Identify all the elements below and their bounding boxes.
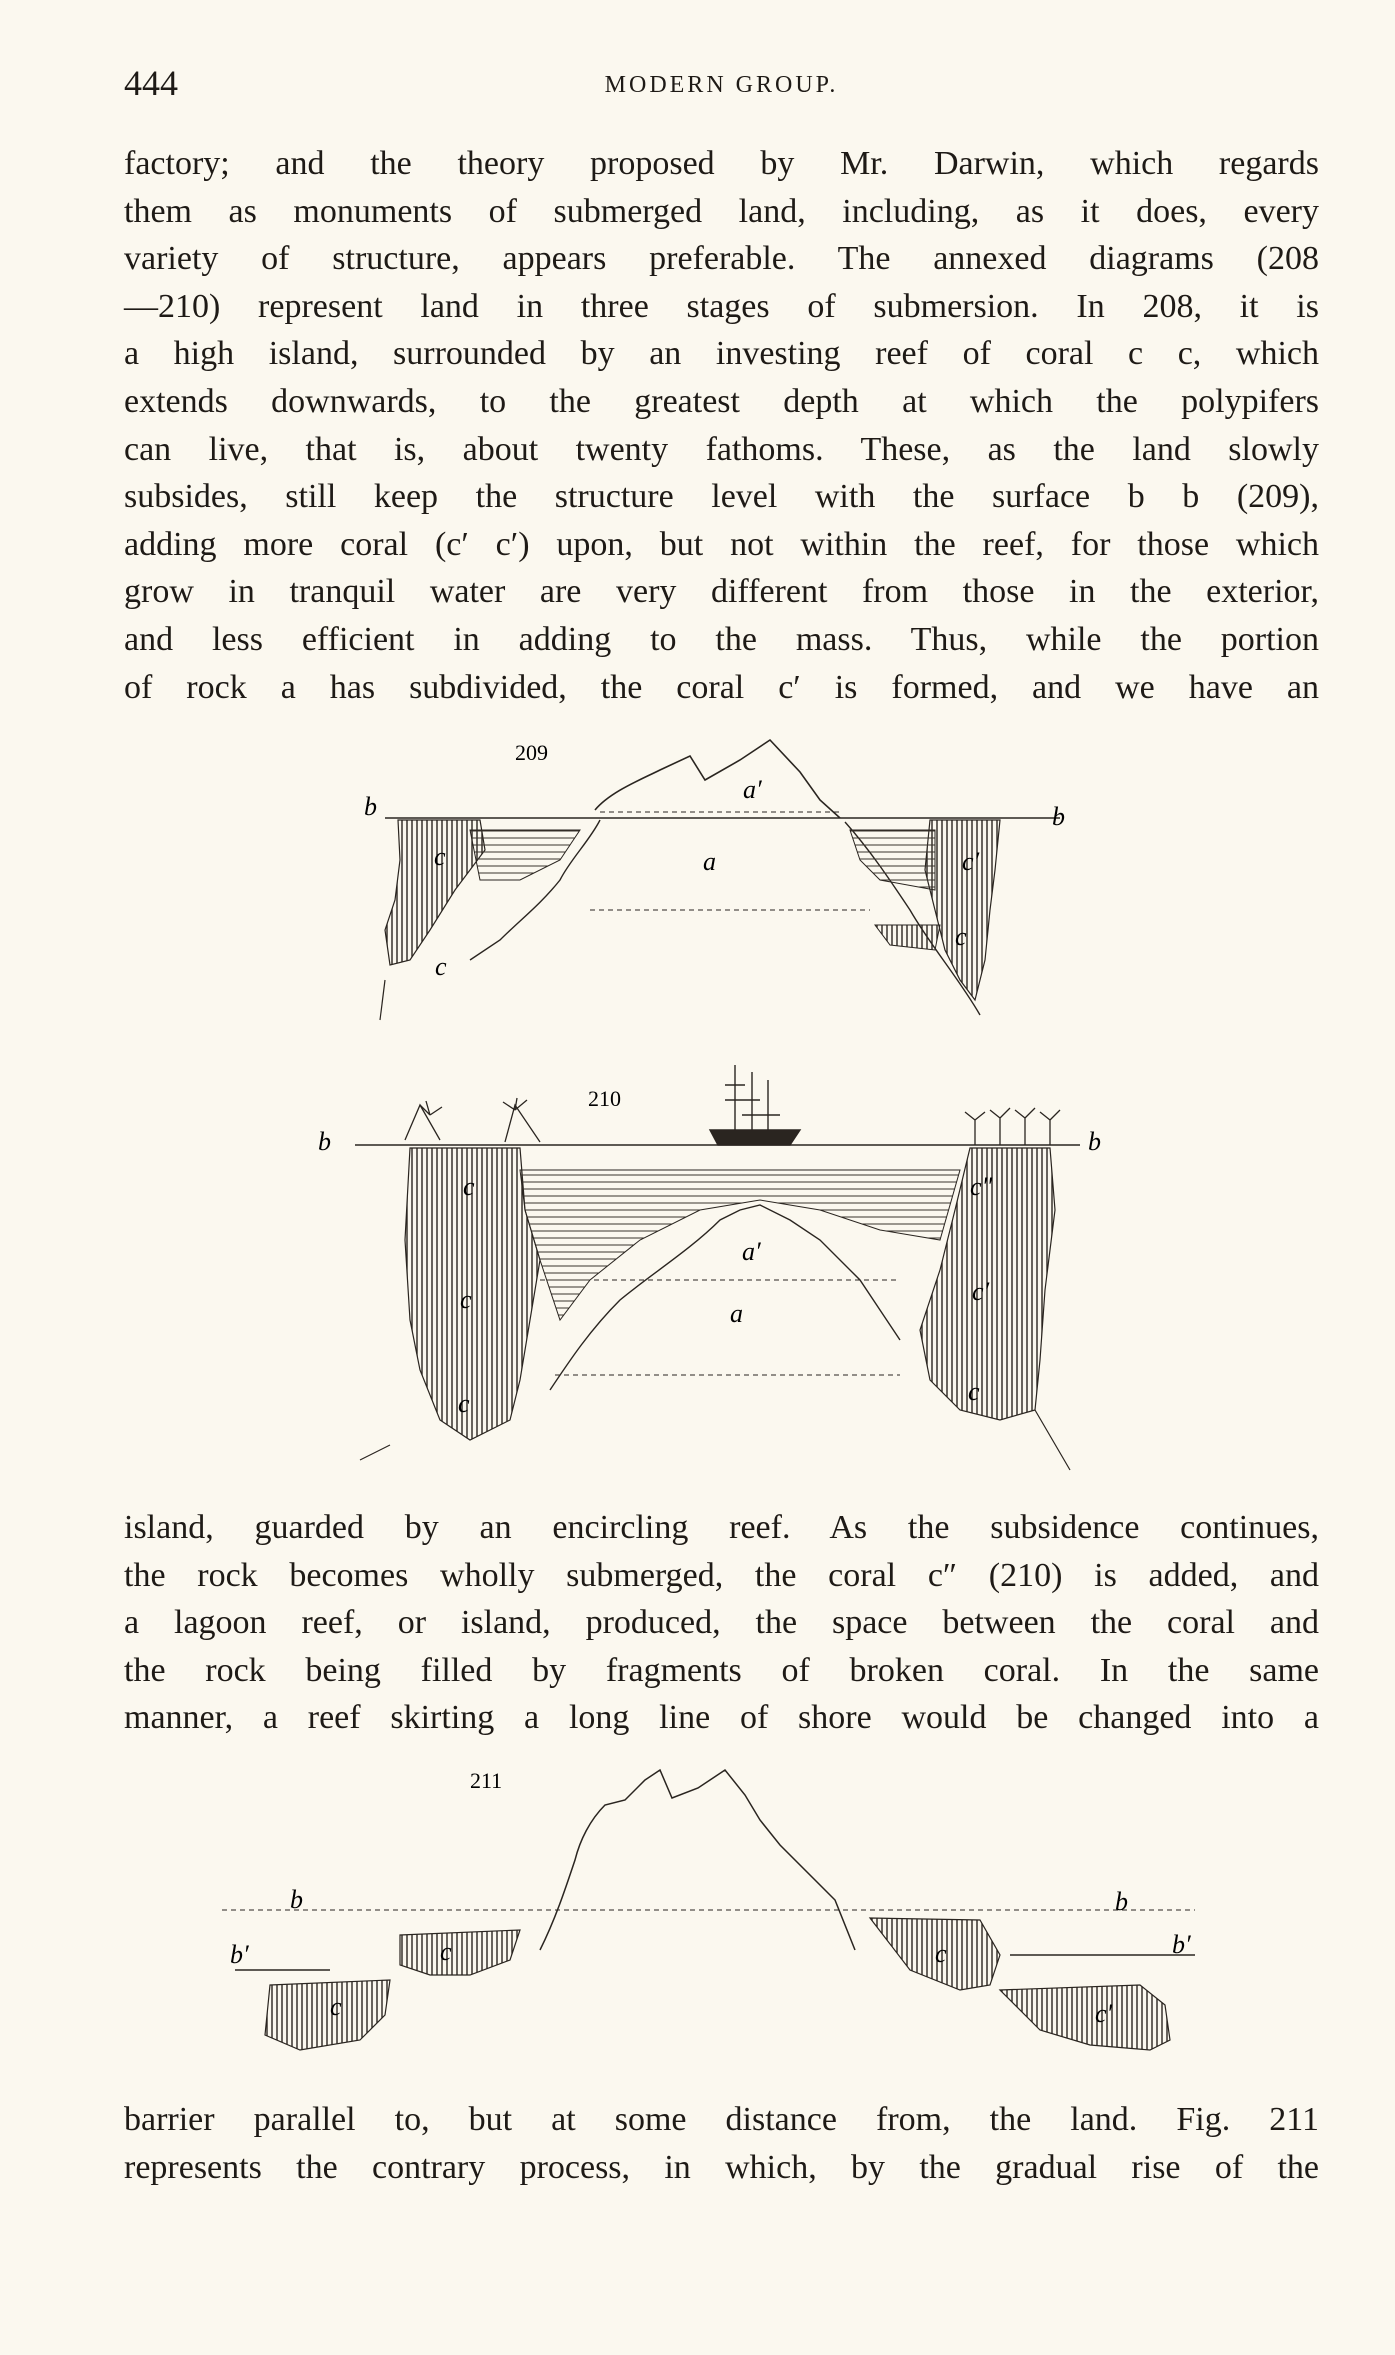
label-b-prime: b′ [1172, 1930, 1191, 1959]
text-line: variety of structure, appears preferable. The annexed diagrams (208 [124, 240, 1319, 278]
text-line: of rock a has subdivided, the coral c′ is formed, and we have an [124, 668, 1319, 706]
page-header [124, 62, 1319, 112]
palm-trees-right-icon [965, 1108, 1060, 1145]
label-c: c [968, 1377, 980, 1406]
text-line: factory; and the theory proposed by Mr. Darwin, which regards [124, 145, 1319, 182]
palm-trees-left-icon [405, 1098, 540, 1142]
label-c: c [435, 952, 447, 981]
figure-number: 211 [470, 1768, 503, 1793]
text-line: represents the contrary process, in which, by the gradual rise of the [124, 2148, 1319, 2186]
paragraph-2 [124, 1504, 1319, 1742]
coral-left-lower [265, 1980, 390, 2050]
label-b-left: b [318, 1127, 331, 1156]
text-line: subsides, still keep the structure level with the surface b b (209), [124, 478, 1319, 516]
label-b: b [290, 1885, 303, 1914]
text-line: adding more coral (c′ c′) upon, but not within the reef, for those which [124, 525, 1319, 563]
text-line: extends downwards, to the greatest depth at which the polypifers [124, 382, 1319, 420]
label-b-left: b [364, 792, 377, 821]
figure-number: 209 [515, 740, 548, 765]
text-line: a high island, surrounded by an investing reef of coral c c, which [124, 335, 1319, 373]
label-c-prime: c′ [962, 847, 980, 876]
label-c-prime: c′ [972, 1277, 990, 1306]
label-b-right: b [1088, 1127, 1101, 1156]
label-a-prime: a′ [742, 1237, 761, 1266]
page-number: 444 [124, 63, 178, 103]
figure-209-drawing [0, 730, 1395, 1050]
mountain-outline [540, 1770, 855, 1950]
text-line: them as monuments of submerged land, including, as it does, every [124, 192, 1319, 230]
coral-right-lower [1000, 1985, 1170, 2050]
figure-210-drawing [0, 1060, 1395, 1480]
text-line: the rock being filled by fragments of broken coral. In the same [124, 1651, 1319, 1689]
label-a: a [703, 847, 716, 876]
label-c: c [935, 1939, 947, 1968]
label-c-prime: c′ [1095, 1999, 1113, 2028]
island-outline [595, 740, 840, 818]
label-b: b [1115, 1887, 1128, 1916]
paragraph-3 [124, 2096, 1319, 2191]
text-line: and less efficient in adding to the mass. Thus, while the portion [124, 620, 1319, 658]
figure-number: 210 [588, 1086, 621, 1111]
figure-209 [0, 730, 1395, 1050]
label-c: c [434, 842, 446, 871]
paragraph-1 [124, 140, 1319, 711]
label-c: c [955, 922, 967, 951]
label-c: c [463, 1172, 475, 1201]
label-b-prime: b′ [230, 1940, 249, 1969]
label-a-prime: a′ [743, 775, 762, 804]
running-title: MODERN GROUP. [604, 72, 839, 98]
text-line: manner, a reef skirting a long line of shore would be changed into a [124, 1699, 1319, 1737]
label-c-double-prime: c″ [970, 1172, 993, 1201]
text-line: a lagoon reef, or island, produced, the space between the coral and [124, 1604, 1319, 1642]
text-line: can live, that is, about twenty fathoms. These, as the land slowly [124, 430, 1319, 468]
label-a: a [730, 1299, 743, 1328]
label-b-right: b [1052, 802, 1065, 831]
label-c: c [458, 1389, 470, 1418]
text-line: grow in tranquil water are very different from those in the exterior, [124, 573, 1319, 611]
label-c: c [330, 1992, 342, 2021]
coral-right-lower [875, 925, 940, 950]
figure-211 [0, 1750, 1395, 2060]
text-line: the rock becomes wholly submerged, the coral c″ (210) is added, and [124, 1556, 1319, 1594]
label-c: c [460, 1285, 472, 1314]
label-c: c [440, 1937, 452, 1966]
figure-210 [0, 1060, 1395, 1480]
lagoon-right [850, 830, 935, 890]
coral-left-upper [400, 1930, 520, 1975]
text-line: island, guarded by an encircling reef. As the subsidence continues, [124, 1509, 1319, 1546]
text-line: barrier parallel to, but at some distance from, the land. Fig. 211 [124, 2101, 1319, 2138]
text-line: —210) represent land in three stages of submersion. In 208, it is [124, 287, 1319, 325]
lagoon [520, 1170, 960, 1320]
figure-211-drawing [0, 1750, 1395, 2060]
ship-icon [710, 1065, 800, 1145]
